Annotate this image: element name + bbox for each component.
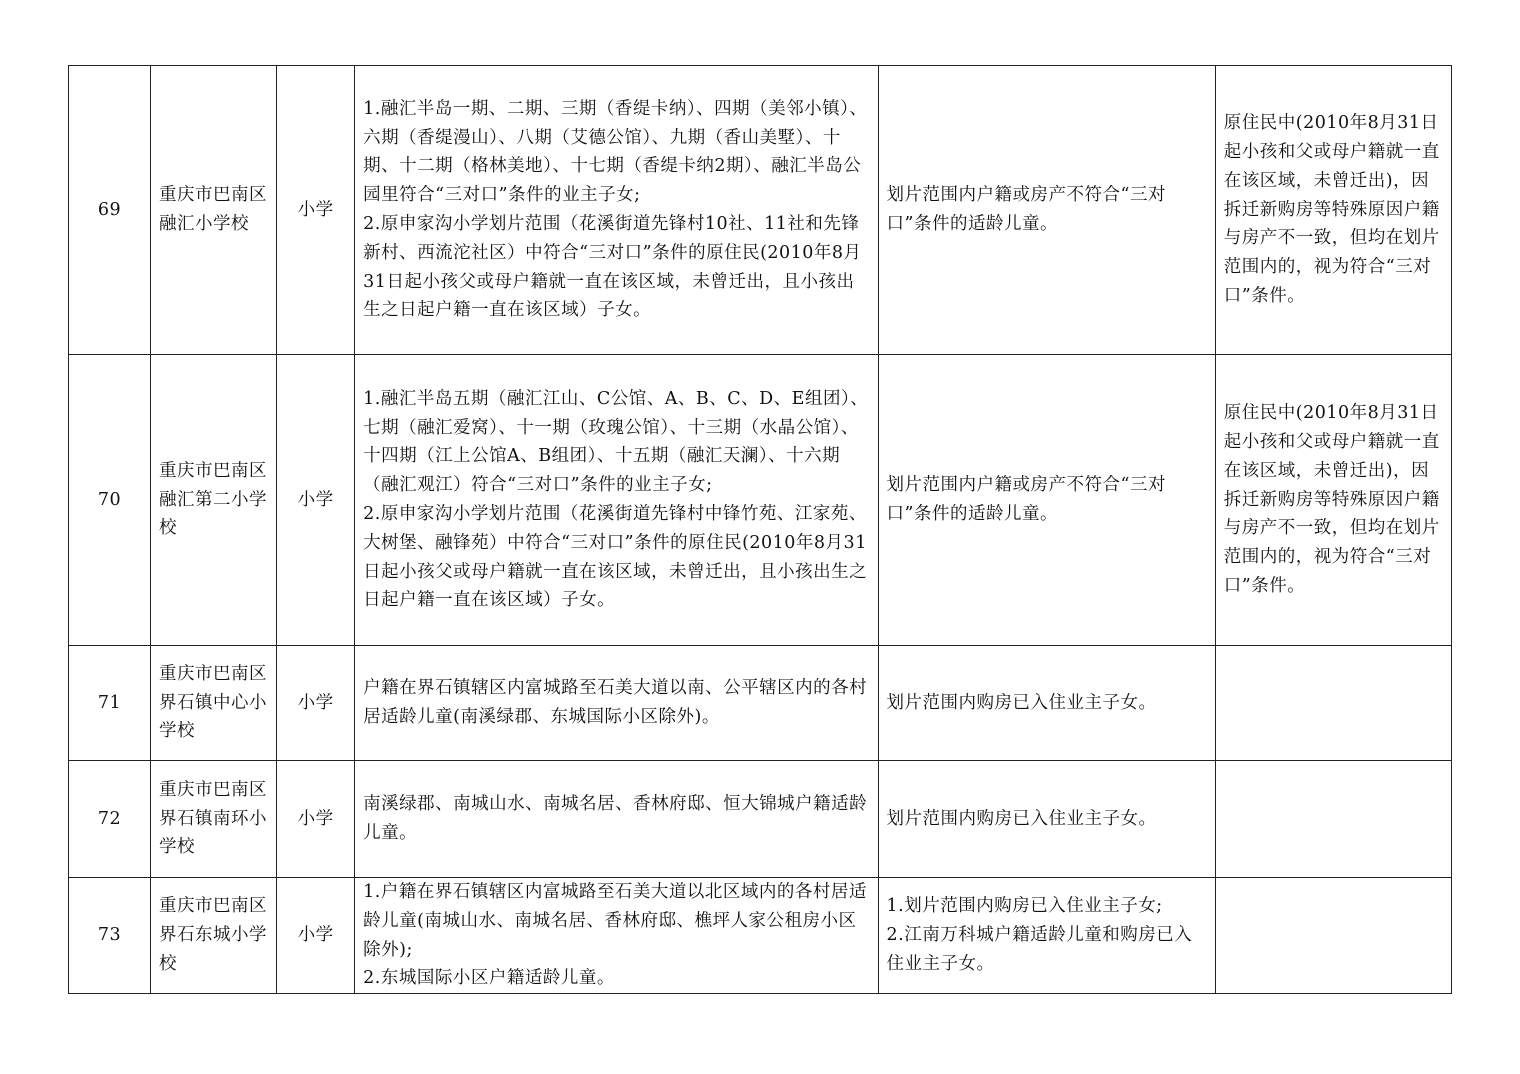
supplementary-scope [878, 355, 1215, 646]
extra-item: 划片范围内户籍或房产不符合“三对口”条件的适龄儿童。 [886, 475, 1166, 524]
school-name: 重庆市巴南区融汇小学校 [151, 66, 277, 355]
remarks: 原住民中(2010年8月31日起小孩和父或母户籍就一直在该区域，未曾迁出)，因拆迁新购房等特殊原因户籍与房产不一致，但均在划片范围内的，视为符合“三对口”条件。 [1215, 66, 1451, 355]
scope-item: 南溪绿郡、南城山水、南城名居、香林府邸、恒大锦城户籍适龄儿童。 [363, 794, 868, 843]
school-name: 重庆市巴南区界石镇中心小学校 [151, 646, 277, 761]
scope-item: 1.户籍在界石镇辖区内富城路至石美大道以北区域内的各村居适龄儿童(南城山水、南城名居、香林府邸、樵坪人家公租房小区除外); [363, 882, 867, 960]
table-row [69, 878, 1452, 994]
remarks [1215, 878, 1451, 994]
supplementary-scope [878, 761, 1215, 878]
scope-item: 2.原申家沟小学划片范围（花溪街道先锋村10社、11社和先锋新村、西流沱社区）中符合“三对口”条件的原住民(2010年8月31日起小孩父或母户籍就一直在该区域，未曾迁出，且小孩出生之日起户籍一直在该区域）子女。 [363, 214, 862, 321]
table-row [69, 355, 1452, 646]
school-name: 重庆市巴南区界石东城小学校 [151, 878, 277, 994]
scope-item: 户籍在界石镇辖区内富城路至石美大道以南、公平辖区内的各村居适龄儿童(南溪绿郡、东城国际小区除外)。 [363, 678, 868, 727]
enrollment-scope [355, 66, 878, 355]
row-number: 70 [69, 355, 151, 646]
school-type: 小学 [277, 66, 355, 355]
school-name: 重庆市巴南区界石镇南环小学校 [151, 761, 277, 878]
row-number: 71 [69, 646, 151, 761]
table-row [69, 646, 1452, 761]
row-number: 73 [69, 878, 151, 994]
extra-item: 2.江南万科城户籍适龄儿童和购房已入住业主子女。 [886, 925, 1193, 974]
extra-item: 1.划片范围内购房已入住业主子女; [886, 896, 1163, 917]
row-number: 69 [69, 66, 151, 355]
supplementary-scope [878, 66, 1215, 355]
row-number: 72 [69, 761, 151, 878]
scope-item: 1.融汇半岛一期、二期、三期（香缇卡纳）、四期（美邻小镇）、六期（香缇漫山）、八期（艾德公馆）、九期（香山美墅）、十期、十二期（格林美地）、十七期（香缇卡纳2期）、融汇半岛公园里符合“三对口”条件的业主子女; [363, 98, 868, 206]
school-type: 小学 [277, 878, 355, 994]
scope-item: 2.原申家沟小学划片范围（花溪街道先锋村中锋竹苑、江家苑、大树堡、融锋苑）中符合“三对口”条件的原住民(2010年8月31日起小孩父或母户籍就一直在该区域，未曾迁出，且小孩出生之日起户籍一直在该区域）子女。 [363, 504, 868, 611]
scope-item: 1.融汇半岛五期（融汇江山、C公馆、A、B、C、D、E组团）、七期（融汇爱窝）、十一期（玫瑰公馆）、十三期（水晶公馆）、十四期（江上公馆A、B组团）、十五期（融汇天澜）、十六期（融汇观江）符合“三对口”条件的业主子女; [363, 388, 869, 496]
enrollment-scope [355, 355, 878, 646]
enrollment-scope [355, 761, 878, 878]
extra-item: 划片范围内户籍或房产不符合“三对口”条件的适龄儿童。 [886, 185, 1166, 234]
table-row [69, 761, 1452, 878]
extra-item: 划片范围内购房已入住业主子女。 [886, 692, 1157, 713]
supplementary-scope [878, 646, 1215, 761]
remarks [1215, 646, 1451, 761]
school-type: 小学 [277, 761, 355, 878]
supplementary-scope [878, 878, 1215, 994]
table-row [69, 66, 1452, 355]
school-type: 小学 [277, 646, 355, 761]
remarks: 原住民中(2010年8月31日起小孩和父或母户籍就一直在该区域，未曾迁出)，因拆迁新购房等特殊原因户籍与房产不一致，但均在划片范围内的，视为符合“三对口”条件。 [1215, 355, 1451, 646]
enrollment-scope [355, 646, 878, 761]
remarks [1215, 761, 1451, 878]
scope-item: 2.东城国际小区户籍适龄儿童。 [363, 968, 615, 989]
extra-item: 划片范围内购房已入住业主子女。 [886, 808, 1157, 829]
school-name: 重庆市巴南区融汇第二小学校 [151, 355, 277, 646]
school-type: 小学 [277, 355, 355, 646]
enrollment-scope [355, 878, 878, 994]
school-enrollment-table [68, 65, 1452, 994]
